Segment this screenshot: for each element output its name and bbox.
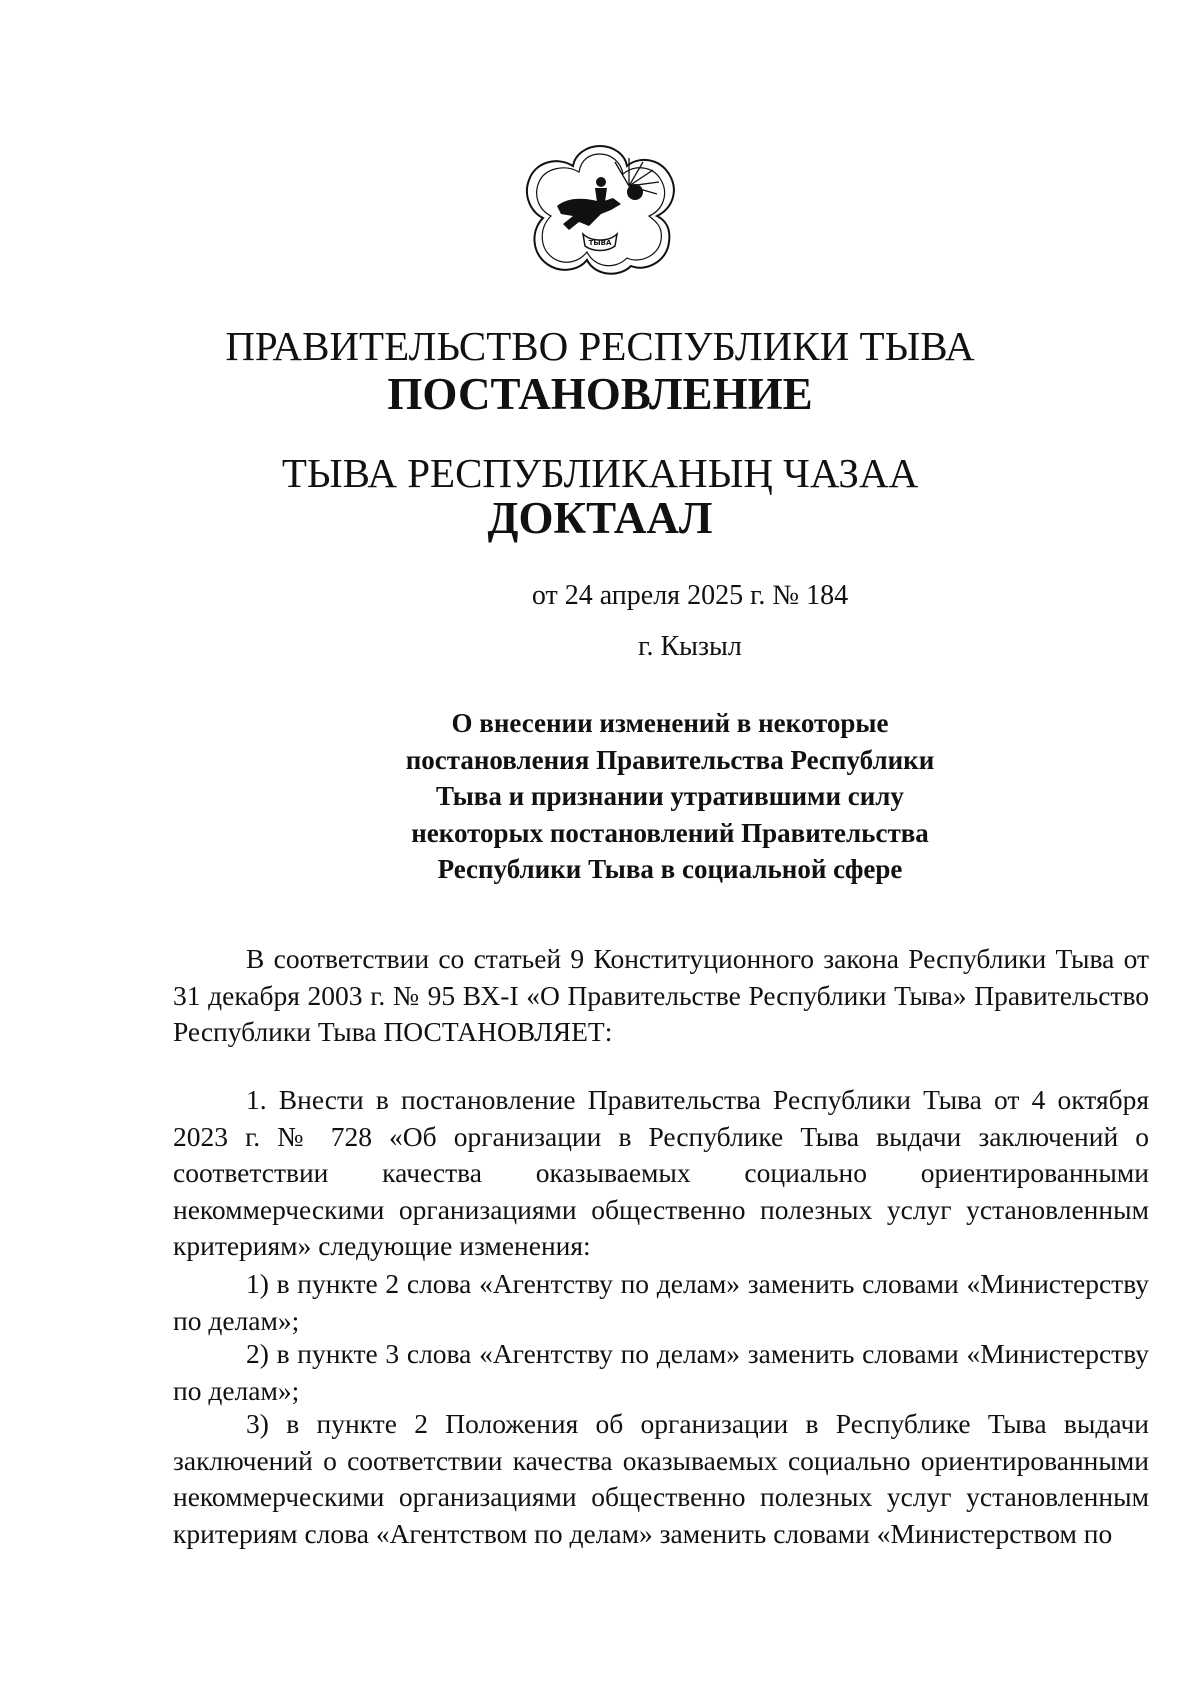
svg-text:ТЫВА: ТЫВА — [588, 239, 612, 247]
tuva-emblem-icon — [517, 140, 683, 286]
title-line: О внесении изменений в некоторые — [451, 708, 889, 738]
item-1-paragraph: 1. Внести в постановление Правительства Республики Тыва от 4 октября 2023 г. № 728 «Об организации в Республике Тыва выдачи заключений о соответствии качества оказываемых социально ориентированными некоммерческими организациями общественно полезных услуг установленным критериям» следующие изменения: — [173, 1084, 1149, 1262]
subitem-2-paragraph: 2) в пункте 3 слова «Агентству по делам» заменить словами «Министерству по делам»; — [173, 1338, 1149, 1406]
resolution-title-ru: ПОСТАНОВЛЕНИЕ — [387, 369, 813, 419]
document-city: г. Кызыл — [638, 631, 742, 662]
title-line: Республики Тыва в социальной сфере — [437, 854, 903, 884]
government-title-tv: ТЫВА РЕСПУБЛИКАНЫҢ ЧАЗАА — [281, 450, 919, 496]
title-line: Тыва и признании утратившими силу — [436, 781, 904, 811]
title-line: некоторых постановлений Правительства — [411, 817, 929, 848]
title-line: постановления Правительства Республики — [405, 744, 935, 775]
subitem-3-paragraph: 3) в пункте 2 Положения об организации в Республике Тыва выдачи заключений о соответствии качества оказываемых социально ориентированными некоммерческими организациями общественно полезных услуг установленным критериям слова «Агентством по делам» заменить словами «Министерством по — [173, 1408, 1149, 1549]
document-subject-title — [360, 705, 980, 888]
government-title-ru: ПРАВИТЕЛЬСТВО РЕСПУБЛИКИ ТЫВА — [225, 323, 975, 369]
document-date-number: от 24 апреля 2025 г. № 184 — [531, 580, 849, 611]
preamble-paragraph: В соответствии со статьей 9 Конституционного закона Республики Тыва от 31 декабря 2003 г. № 95 ВХ-I «О Правительстве Республики Тыва» Правительство Республики Тыва ПОСТАНОВЛЯЕТ: — [173, 943, 1149, 1048]
subitem-1-paragraph: 1) в пункте 2 слова «Агентству по делам» заменить словами «Министерству по делам»; — [173, 1268, 1149, 1336]
resolution-title-tv: ДОКТААЛ — [487, 493, 713, 543]
